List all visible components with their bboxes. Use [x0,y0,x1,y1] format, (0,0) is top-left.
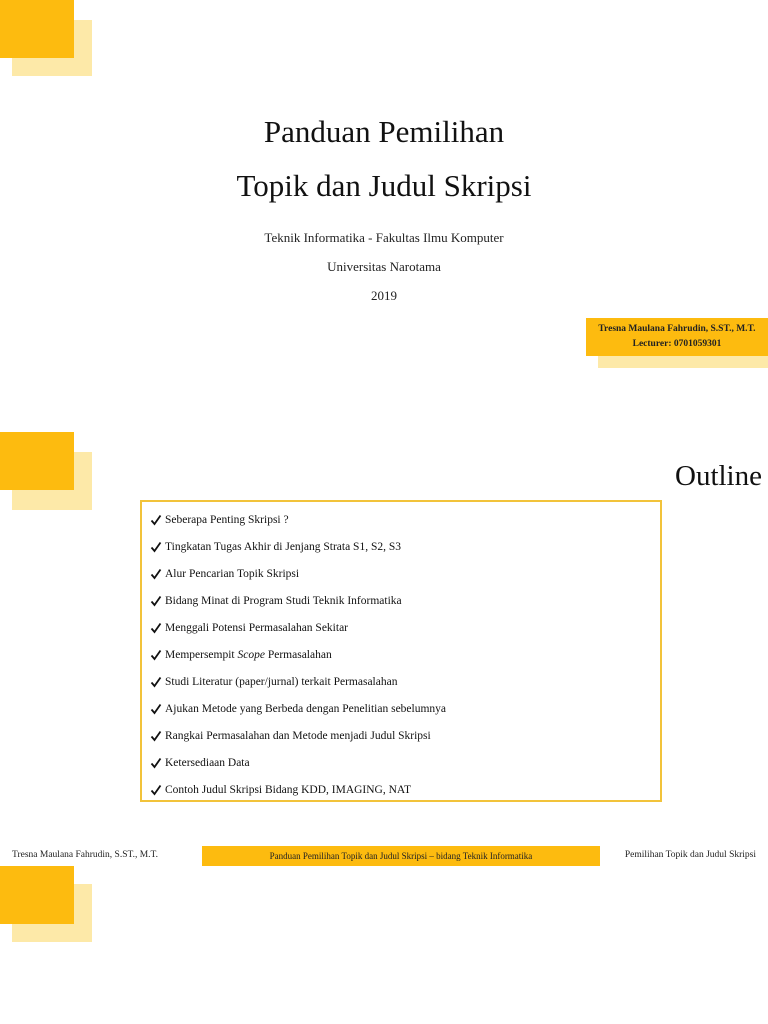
list-item [150,749,652,776]
footer-author: Tresna Maulana Fahrudin, S.ST., M.T. [12,850,159,860]
slide-title-line2: Topik dan Judul Skripsi [236,168,532,203]
scope-emphasis: Scope [237,648,265,661]
author-box [586,318,768,356]
subtitle-program: Teknik Informatika - Fakultas Ilmu Komputer [264,230,504,245]
check-mark-icon [150,730,162,742]
outline-item-text: Rangkai Permasalahan dan Metode menjadi Judul Skripsi [165,729,431,742]
next-slide [0,850,768,1024]
outline-item-text: Ajukan Metode yang Berbeda dengan Penelitian sebelumnya [165,702,447,715]
check-mark-icon [150,541,162,553]
subtitle-university: Universitas Narotama [327,259,441,274]
outline-item-text: Ketersediaan Data [165,756,250,769]
list-item [150,560,652,587]
outline-item-text: Menggali Potensi Permasalahan Sekitar [165,621,349,634]
list-item [150,722,652,749]
outline-item-text: Alur Pencarian Topik Skripsi [165,567,300,580]
outline-item-text: Contoh Judul Skripsi Bidang KDD, IMAGING, NAT [165,783,411,796]
outline-list [140,500,662,802]
outline-item-text: Bidang Minat di Program Studi Teknik Informatika [165,594,402,607]
outline-item-text: Studi Literatur (paper/jurnal) terkait Permasalahan [165,675,398,688]
outline-heading: Outline [675,460,762,492]
slide-title-line1: Panduan Pemilihan [263,114,505,149]
list-item [150,668,652,695]
outline-slide [0,420,768,860]
title-slide [0,0,768,420]
list-item [150,641,652,668]
outline-item-prefix: Mempersempit [165,648,238,661]
list-item [150,587,652,614]
outline-item-text [165,649,332,661]
check-mark-icon [150,622,162,634]
check-mark-icon [150,514,162,526]
list-item [150,776,652,803]
subtitle-year: 2019 [371,288,397,303]
decor-square-accent [0,432,74,490]
list-item [150,533,652,560]
footer-section-title: Pemilihan Topik dan Judul Skripsi [624,850,756,860]
check-mark-icon [150,595,162,607]
footer-presentation-title: Panduan Pemilihan Topik dan Judul Skripsi – bidang Teknik Informatika [202,846,600,866]
check-mark-icon [150,676,162,688]
decor-square-accent [0,866,74,924]
author-lecturer-id: Lecturer: 0701059301 [632,339,722,349]
check-mark-icon [150,568,162,580]
list-item [150,614,652,641]
list-item [150,506,652,533]
outline-item-suffix: Permasalahan [264,648,332,661]
decor-square-accent [0,0,74,58]
check-mark-icon [150,784,162,796]
check-mark-icon [150,649,162,661]
list-item [150,695,652,722]
outline-item-text: Tingkatan Tugas Akhir di Jenjang Strata S1, S2, S3 [165,540,401,553]
check-mark-icon [150,757,162,769]
check-mark-icon [150,703,162,715]
outline-item-text: Seberapa Penting Skripsi ? [165,513,289,526]
author-name: Tresna Maulana Fahrudin, S.ST., M.T. [598,324,756,334]
